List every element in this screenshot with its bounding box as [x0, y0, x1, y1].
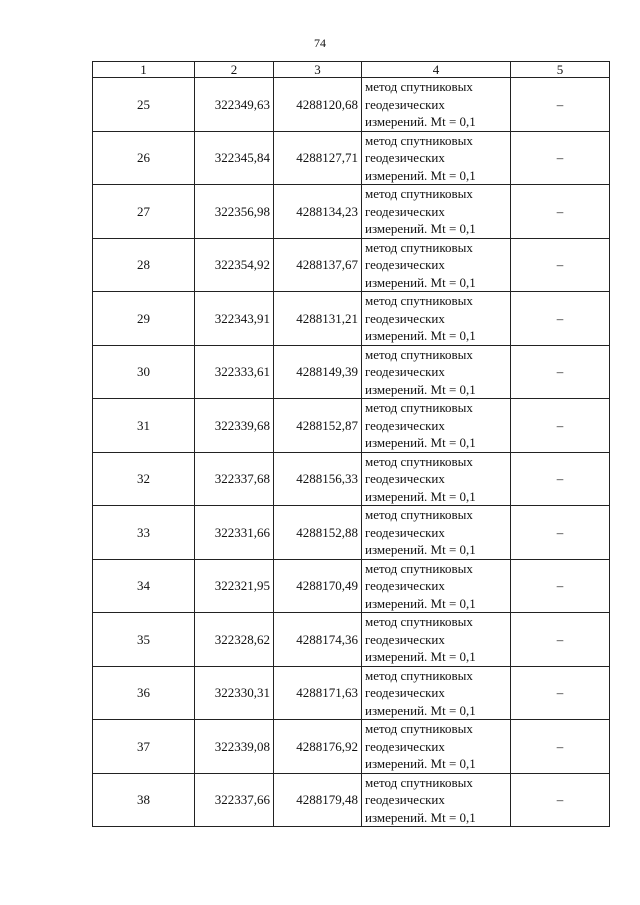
method-text-line: метод спутниковых [365, 560, 473, 576]
x-coordinate-cell: 322349,63 [195, 78, 274, 132]
method-text-line: метод спутниковых [365, 507, 473, 522]
column-5-cell: – [511, 399, 610, 453]
y-coordinate-cell: 4288127,71 [274, 131, 362, 185]
method-text-line: метод спутниковых [365, 453, 473, 469]
method-text-line: геодезических [365, 471, 445, 486]
x-coordinate-cell: 322339,08 [195, 720, 274, 774]
x-coordinate-cell: 322343,91 [195, 292, 274, 346]
x-coordinate-cell: 322337,66 [195, 773, 274, 827]
x-coordinate-cell: 322330,31 [195, 666, 274, 720]
column-5-cell: – [511, 292, 610, 346]
method-text-line: геодезических [365, 150, 445, 165]
method-text-line: геодезических [365, 364, 445, 379]
method-cell [362, 78, 511, 132]
method-cell [362, 773, 511, 827]
column-5-cell: – [511, 452, 610, 506]
method-text-line: геодезических [365, 524, 445, 540]
y-coordinate-cell: 4288134,23 [274, 185, 362, 239]
method-text-line: измерений. Mt = 0,1 [365, 702, 476, 718]
x-coordinate-cell: 322331,66 [195, 506, 274, 560]
method-text-line: геодезических [365, 310, 445, 326]
table-body [93, 78, 610, 827]
header-col-4: 4 [362, 62, 511, 78]
method-text-line: измерений. Mt = 0,1 [365, 221, 476, 236]
y-coordinate-cell: 4288176,92 [274, 720, 362, 774]
point-number-cell: 37 [93, 720, 195, 774]
table-row [93, 666, 610, 720]
column-5-cell: – [511, 613, 610, 667]
method-cell [362, 506, 511, 560]
y-coordinate-cell: 4288137,67 [274, 238, 362, 292]
method-cell [362, 345, 511, 399]
point-number-cell: 29 [93, 292, 195, 346]
x-coordinate-cell: 322354,92 [195, 238, 274, 292]
method-cell [362, 131, 511, 185]
x-coordinate-cell: 322333,61 [195, 345, 274, 399]
point-number-cell: 35 [93, 613, 195, 667]
method-text-line: метод спутниковых [365, 400, 473, 415]
table-row [93, 613, 610, 667]
method-text-line: геодезических [365, 578, 445, 593]
method-text-line: геодезических [365, 257, 445, 272]
column-5-cell: – [511, 773, 610, 827]
method-cell [362, 559, 511, 613]
header-col-2: 2 [195, 62, 274, 78]
y-coordinate-cell: 4288170,49 [274, 559, 362, 613]
y-coordinate-cell: 4288149,39 [274, 345, 362, 399]
table-row [93, 238, 610, 292]
point-number-cell: 36 [93, 666, 195, 720]
point-number-cell: 26 [93, 131, 195, 185]
table-row [93, 185, 610, 239]
method-text-line: метод спутниковых [365, 346, 473, 362]
y-coordinate-cell: 4288179,48 [274, 773, 362, 827]
method-cell [362, 720, 511, 774]
method-text-line: измерений. Mt = 0,1 [365, 809, 476, 825]
column-5-cell: – [511, 78, 610, 132]
header-col-5: 5 [511, 62, 610, 78]
column-5-cell: – [511, 506, 610, 560]
method-cell [362, 238, 511, 292]
point-number-cell: 30 [93, 345, 195, 399]
table-row [93, 773, 610, 827]
y-coordinate-cell: 4288152,87 [274, 399, 362, 453]
header-col-3: 3 [274, 62, 362, 78]
method-text-line: геодезических [365, 792, 445, 807]
column-5-cell: – [511, 666, 610, 720]
table-row [93, 292, 610, 346]
y-coordinate-cell: 4288171,63 [274, 666, 362, 720]
point-number-cell: 34 [93, 559, 195, 613]
method-text-line: измерений. Mt = 0,1 [365, 542, 476, 557]
header-row [93, 62, 610, 78]
table-row [93, 452, 610, 506]
method-text-line: геодезических [365, 738, 445, 754]
column-5-cell: – [511, 720, 610, 774]
y-coordinate-cell: 4288152,88 [274, 506, 362, 560]
table-row [93, 720, 610, 774]
table-row [93, 559, 610, 613]
method-text-line: измерений. Mt = 0,1 [365, 488, 476, 504]
method-text-line: измерений. Mt = 0,1 [365, 274, 476, 290]
method-text-line: геодезических [365, 685, 445, 700]
x-coordinate-cell: 322321,95 [195, 559, 274, 613]
column-5-cell: – [511, 345, 610, 399]
coordinates-table [92, 61, 610, 827]
method-cell [362, 452, 511, 506]
x-coordinate-cell: 322337,68 [195, 452, 274, 506]
point-number-cell: 38 [93, 773, 195, 827]
column-5-cell: – [511, 238, 610, 292]
column-5-cell: – [511, 559, 610, 613]
page-number: 74 [314, 36, 326, 50]
x-coordinate-cell: 322356,98 [195, 185, 274, 239]
point-number-cell: 31 [93, 399, 195, 453]
table-header [93, 62, 610, 78]
method-text-line: метод спутниковых [365, 186, 473, 201]
table-row [93, 78, 610, 132]
method-text-line: измерений. Mt = 0,1 [365, 435, 476, 450]
method-text-line: измерений. Mt = 0,1 [365, 167, 476, 183]
point-number-cell: 25 [93, 78, 195, 132]
method-cell [362, 292, 511, 346]
method-text-line: измерений. Mt = 0,1 [365, 381, 476, 397]
point-number-cell: 33 [93, 506, 195, 560]
method-cell [362, 666, 511, 720]
x-coordinate-cell: 322339,68 [195, 399, 274, 453]
method-text-line: измерений. Mt = 0,1 [365, 756, 476, 771]
point-number-cell: 27 [93, 185, 195, 239]
method-cell [362, 399, 511, 453]
y-coordinate-cell: 4288174,36 [274, 613, 362, 667]
method-text-line: измерений. Mt = 0,1 [365, 114, 476, 129]
method-text-line: измерений. Mt = 0,1 [365, 649, 476, 664]
method-text-line: метод спутниковых [365, 79, 473, 94]
method-text-line: геодезических [365, 96, 445, 112]
table-row [93, 399, 610, 453]
table-row [93, 506, 610, 560]
method-text-line: геодезических [365, 417, 445, 433]
x-coordinate-cell: 322328,62 [195, 613, 274, 667]
column-5-cell: – [511, 131, 610, 185]
method-text-line: измерений. Mt = 0,1 [365, 595, 476, 611]
point-number-cell: 32 [93, 452, 195, 506]
method-text-line: метод спутниковых [365, 132, 473, 148]
y-coordinate-cell: 4288120,68 [274, 78, 362, 132]
y-coordinate-cell: 4288131,21 [274, 292, 362, 346]
table-row [93, 131, 610, 185]
method-cell [362, 613, 511, 667]
method-text-line: геодезических [365, 203, 445, 219]
method-text-line: метод спутниковых [365, 721, 473, 736]
table-row [93, 345, 610, 399]
method-text-line: измерений. Mt = 0,1 [365, 328, 476, 343]
method-cell [362, 185, 511, 239]
point-number-cell: 28 [93, 238, 195, 292]
method-text-line: метод спутниковых [365, 239, 473, 255]
header-col-1: 1 [93, 62, 195, 78]
method-text-line: метод спутниковых [365, 774, 473, 790]
method-text-line: геодезических [365, 631, 445, 647]
method-text-line: метод спутниковых [365, 614, 473, 629]
column-5-cell: – [511, 185, 610, 239]
method-text-line: метод спутниковых [365, 293, 473, 308]
y-coordinate-cell: 4288156,33 [274, 452, 362, 506]
method-text-line: метод спутниковых [365, 667, 473, 683]
x-coordinate-cell: 322345,84 [195, 131, 274, 185]
